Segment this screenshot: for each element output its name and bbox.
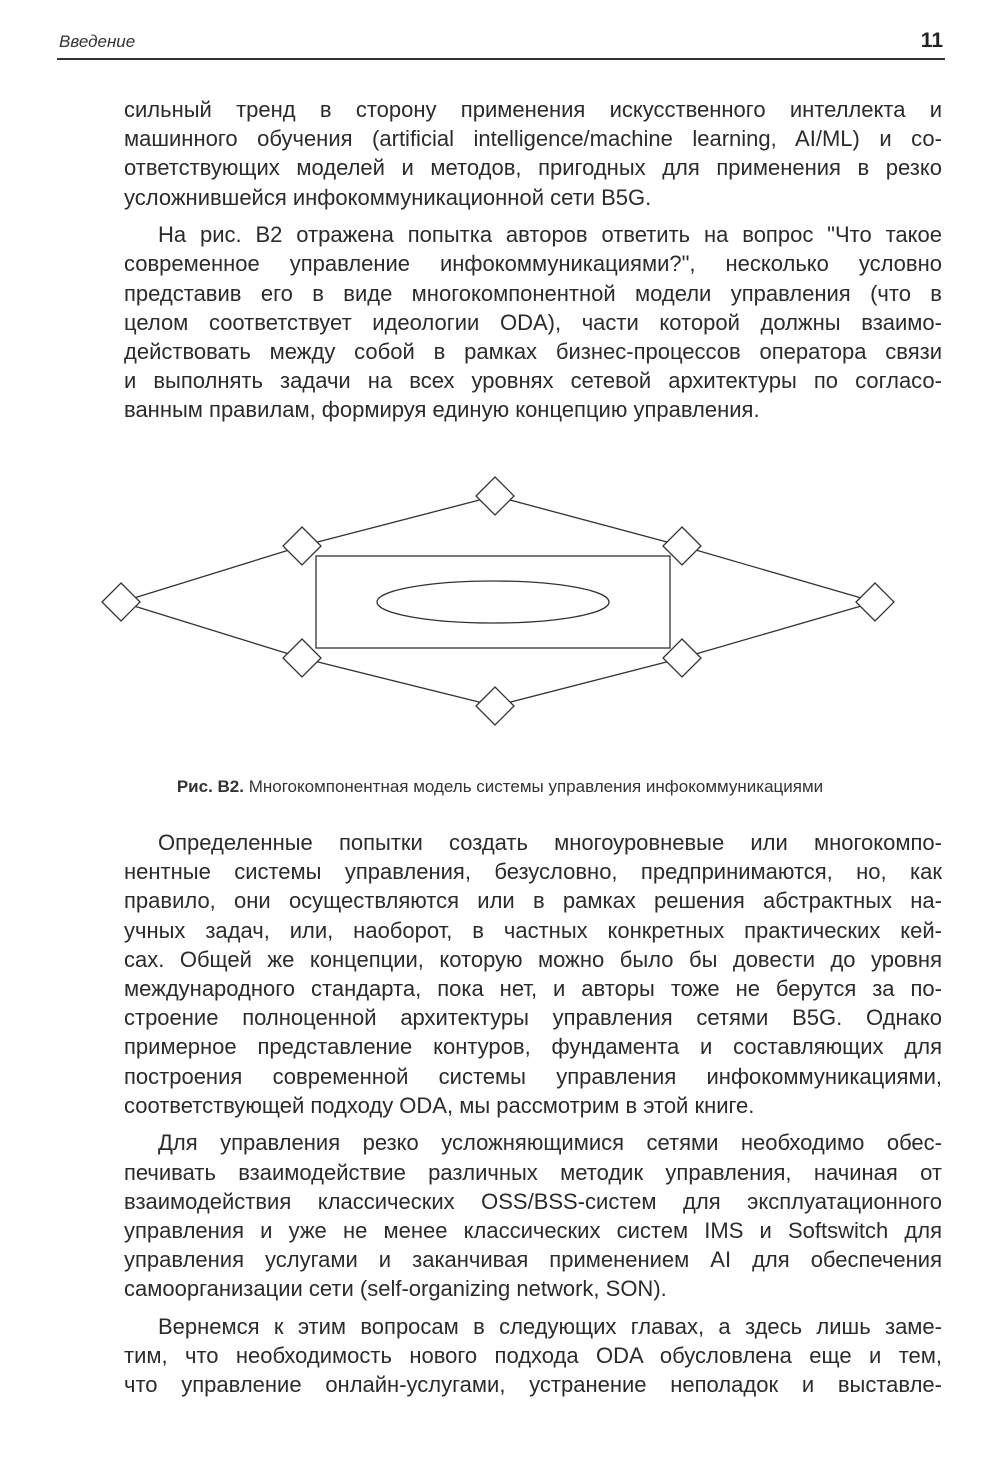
text-line: тим, что необходимость нового подхода ODA обусловлена еще и тем, <box>124 1343 942 1369</box>
text-line: взаимодействия классических OSS/BSS-систем для эксплуатационного <box>124 1188 942 1214</box>
text-line: построения современной системы управления инфокоммуникациями, <box>124 1063 942 1089</box>
text-block-bottom <box>124 828 942 1408</box>
node-diamond-bottom <box>476 687 514 725</box>
text-line: соответствующей подходу ODA, мы рассмотрим в этой книге. <box>124 1092 755 1118</box>
node-diamond-top <box>476 477 514 515</box>
connector-line <box>302 658 495 706</box>
text-line: усложнившейся инфокоммуникационной сети B5G. <box>124 184 652 210</box>
text-line: правило, они осуществляются или в рамках решения абстрактных на- <box>124 888 942 914</box>
node-diamond-right <box>856 583 894 621</box>
central-ellipse <box>377 581 609 623</box>
connector-line <box>495 658 682 706</box>
text-line: самоорганизации сети (self-organizing network, SON). <box>124 1276 667 1302</box>
page-number: 11 <box>920 29 943 52</box>
text-line: учных задач, или, наоборот, в частных конкретных практических кей- <box>124 917 942 943</box>
text-line: и выполнять задачи на всех уровнях сетевой архитектуры по согласо- <box>124 368 942 394</box>
text-line: ванным правилам, формируя единую концепцию управления. <box>124 397 760 423</box>
text-line: Вернемся к этим вопросам в следующих главах, а здесь лишь заме- <box>158 1314 942 1339</box>
text-line: представив его в виде многокомпонентной модели управления (что в <box>124 280 942 306</box>
connector-line <box>495 496 682 546</box>
node-diamond-upper-left <box>283 527 321 565</box>
text-line: примерное представление контуров, фундамента и составляющих для <box>124 1034 942 1060</box>
text-line: машинного обучения (artificial intelligence/machine learning, AI/ML) и со- <box>124 126 942 152</box>
paragraph <box>124 1128 942 1303</box>
text-line: современное управление инфокоммуникациями?", несколько условно <box>124 251 942 277</box>
node-diamond-upper-right <box>663 527 701 565</box>
text-line: что управление онлайн-услугами, устранение неполадок и выставле- <box>124 1372 942 1398</box>
text-line: целом соответствует идеологии ODA), части которой должны взаимо- <box>124 309 942 335</box>
figure-b2-diagram <box>95 470 905 730</box>
text-block-top <box>124 95 942 433</box>
section-title: Введение <box>59 32 136 51</box>
text-line: управления и уже не менее классических систем IMS и Softswitch для <box>124 1217 942 1243</box>
connector-line <box>121 546 302 602</box>
text-line: управления услугами и заканчивая применением AI для обеспечения <box>124 1247 942 1273</box>
text-line: ответствующих моделей и методов, пригодных для применения в резко <box>124 155 942 181</box>
central-rectangle <box>316 556 670 648</box>
text-line: нентные системы управления, безусловно, предпринимаются, но, как <box>124 859 942 885</box>
page-header <box>57 28 945 60</box>
connector-line <box>302 496 495 546</box>
connector-line <box>682 546 875 602</box>
connector-line <box>121 602 302 658</box>
paragraph <box>124 220 942 424</box>
text-line: строение полноценной архитектуры управления сетями B5G. Однако <box>124 1005 942 1031</box>
paragraph <box>124 1312 942 1400</box>
paragraph <box>124 95 942 212</box>
figure-caption <box>0 777 1000 797</box>
text-line: Определенные попытки создать многоуровневые или многокомпо- <box>158 830 942 855</box>
text-line: сильный тренд в сторону применения искусственного интеллекта и <box>124 97 942 122</box>
text-line: Для управления резко усложняющимися сетями необходимо обес- <box>158 1130 942 1156</box>
node-diamond-left <box>102 583 140 621</box>
figure-caption-label: Рис. B2. <box>176 777 244 796</box>
paragraph <box>124 828 942 1120</box>
connector-line <box>682 602 875 658</box>
text-line: печивать взаимодействие различных методик управления, начиная от <box>124 1159 942 1185</box>
text-line: международного стандарта, пока нет, и авторы тоже не берутся за по- <box>124 975 942 1001</box>
node-diamond-lower-right <box>663 639 701 677</box>
figure-caption-text: Многокомпонентная модель системы управления инфокоммуникациями <box>243 777 824 796</box>
text-line: На рис. B2 отражена попытка авторов ответить на вопрос "Что такое <box>158 222 942 248</box>
text-line: действовать между собой в рамках бизнес-процессов оператора связи <box>124 339 942 364</box>
node-diamond-lower-left <box>283 639 321 677</box>
text-line: сах. Общей же концепции, которую можно было бы довести до уровня <box>124 946 942 972</box>
